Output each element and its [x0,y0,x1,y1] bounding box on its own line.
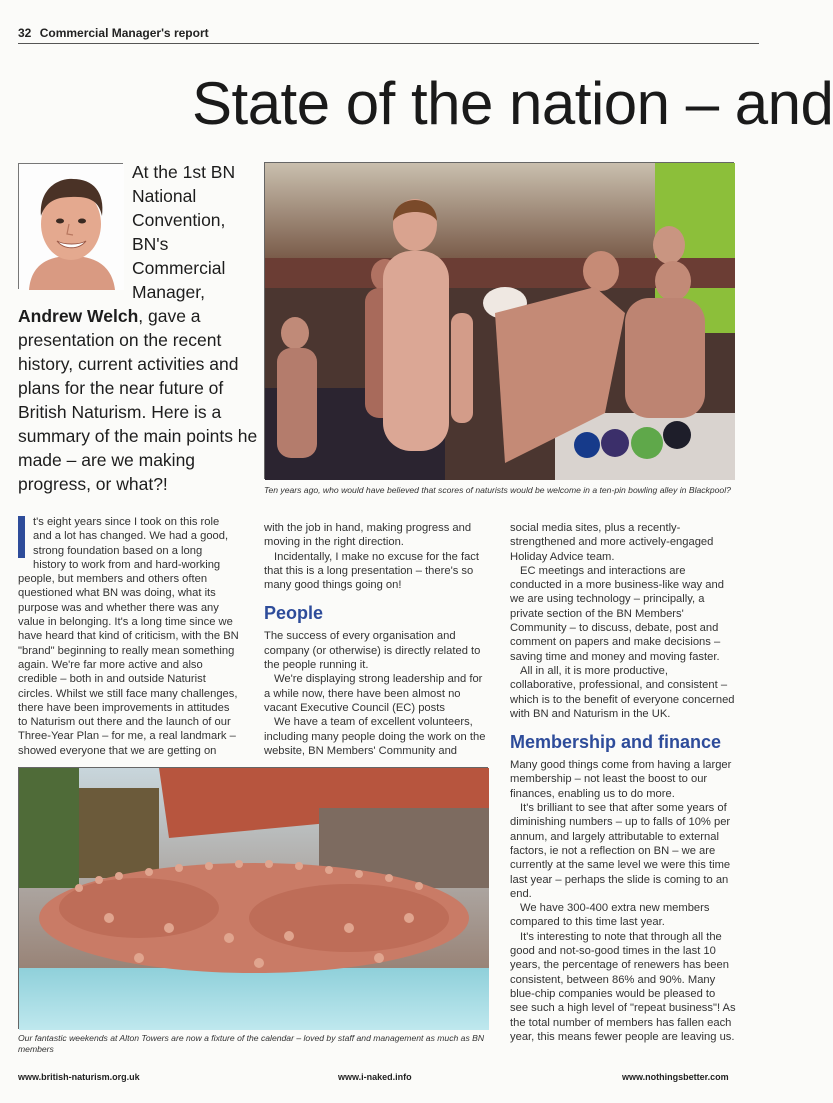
page-number: 32 [18,26,32,40]
paragraph: We have 300-400 extra new members compared to this time last year. [510,902,710,929]
section-title: Commercial Manager's report [39,26,209,40]
bowling-photo-caption: Ten years ago, who would have believed that scores of naturists would be welcome in a ten-pin bowling alley in Blackpool? [264,485,731,495]
paragraph: The success of every organisation and company (or otherwise) is directly related to the people running it. [264,630,481,672]
subhead-people: People [264,603,324,624]
group-photo-caption: Our fantastic weekends at Alton Towers are now a fixture of the calendar – loved by staff and management as much as BN members [18,1033,485,1054]
paragraph: All in all, it is more productive, collaborative, professional, and consistent – which is to the benefit of everyone concerned with BN and Naturism in the UK. [510,664,735,720]
article-column-1 [18,515,240,758]
paragraph: EC meetings and interactions are conducted in a more business-like way and we are using technology – principally, a private section of the BN Members' Community – to discuss, debate, post and comment on papers and make decisions – saving time and money and moving faster. [510,564,724,663]
intro-line: Commercial [132,258,226,278]
lead-line: and a lot has changed. We had a good, [33,530,229,543]
intro-line: National [132,186,197,206]
paragraph: Many good things come from having a larger membership – not least the boost to our finances, enabling us to do more. [510,759,732,800]
paragraph: It's interesting to note that through all the good and not-so-good times in the last 10 years, the percentage of renewers has been consistent, between 86% and 90%. Many blue-chip companies would be pleased to see such a high level of "repeat business"! As the total number of members has fallen each year, this means fewer people are leaving us. [510,930,736,1043]
group-photo-image [19,768,489,1030]
group-photo [18,767,488,1029]
headline: State of the nation – and [192,70,833,137]
paragraph: social media sites, plus a recently-strengthened and more actively-engaged Holiday Advice team. [510,522,714,563]
intro-line: BN's [132,234,169,254]
header-rule [18,43,759,44]
paragraph: with the job in hand, making progress and moving in the right direction. [264,522,472,549]
subhead-membership: Membership and finance [510,732,722,753]
bowling-photo [264,162,734,479]
article-column-2 [264,521,486,758]
lead-line: history to work from and hard-working [33,558,221,571]
footer-link-british-naturism[interactable]: www.british-naturism.org.uk [18,1072,140,1082]
portrait-image [19,164,124,290]
footer-link-i-naked[interactable]: www.i-naked.info [338,1072,412,1082]
lead-line: strong foundation based on a long [33,544,203,557]
page-header [18,26,209,42]
paragraph: It's brilliant to see that after some years of diminishing numbers – up to falls of 10% per annum, and largely attributable to external factors, ie not a reflection on BN – we are currently at the same level we were this time last year – perhaps the slide is coming to an end. [510,802,731,900]
author-name: Andrew Welch [18,306,139,326]
intro-rest: , gave a presentation on the recent history, current activities and plans for the near future of British Naturism. Here is a summary of the main points he made – are we making progress, or what?! [18,306,258,494]
drop-cap [18,516,25,558]
lead-line: t's eight years since I took on this role [33,516,220,528]
footer-link-nothingsbetter[interactable]: www.nothingsbetter.com [622,1072,729,1082]
intro-line: Convention, [132,210,226,230]
drop-cap-bar [18,516,25,558]
column1-rest: people, but members and others often questioned what BN was doing, what its purpose was and whether there was any value in belonging. It's a long time since we have heard that kind of criticism, with the BN "brand" beginning to really mean something again. We're far more active and also credible – both in and outside Naturist circles. Whilst we still face many challenges, there have been improvements in attitudes to Naturism out there and the launch of our Three-Year Plan – for me, a real landmark – showed everyone that we are getting on [18,573,239,757]
bowling-photo-image [265,163,735,480]
article-column-3 [510,521,736,1044]
intro-line: Manager, [132,282,205,302]
intro-line: At the 1st BN [132,162,236,182]
paragraph: Incidentally, I make no excuse for the fact that this is a long presentation – there's so many good things going on! [264,550,480,592]
paragraph: We have a team of excellent volunteers, including many people doing the work on the website, BN Members' Community and [264,716,486,757]
author-portrait [18,163,123,289]
intro-body [18,304,258,496]
intro-top [132,160,257,304]
paragraph: We're displaying strong leadership and for a while now, there have been almost no vacant Executive Council (EC) posts [264,673,483,714]
